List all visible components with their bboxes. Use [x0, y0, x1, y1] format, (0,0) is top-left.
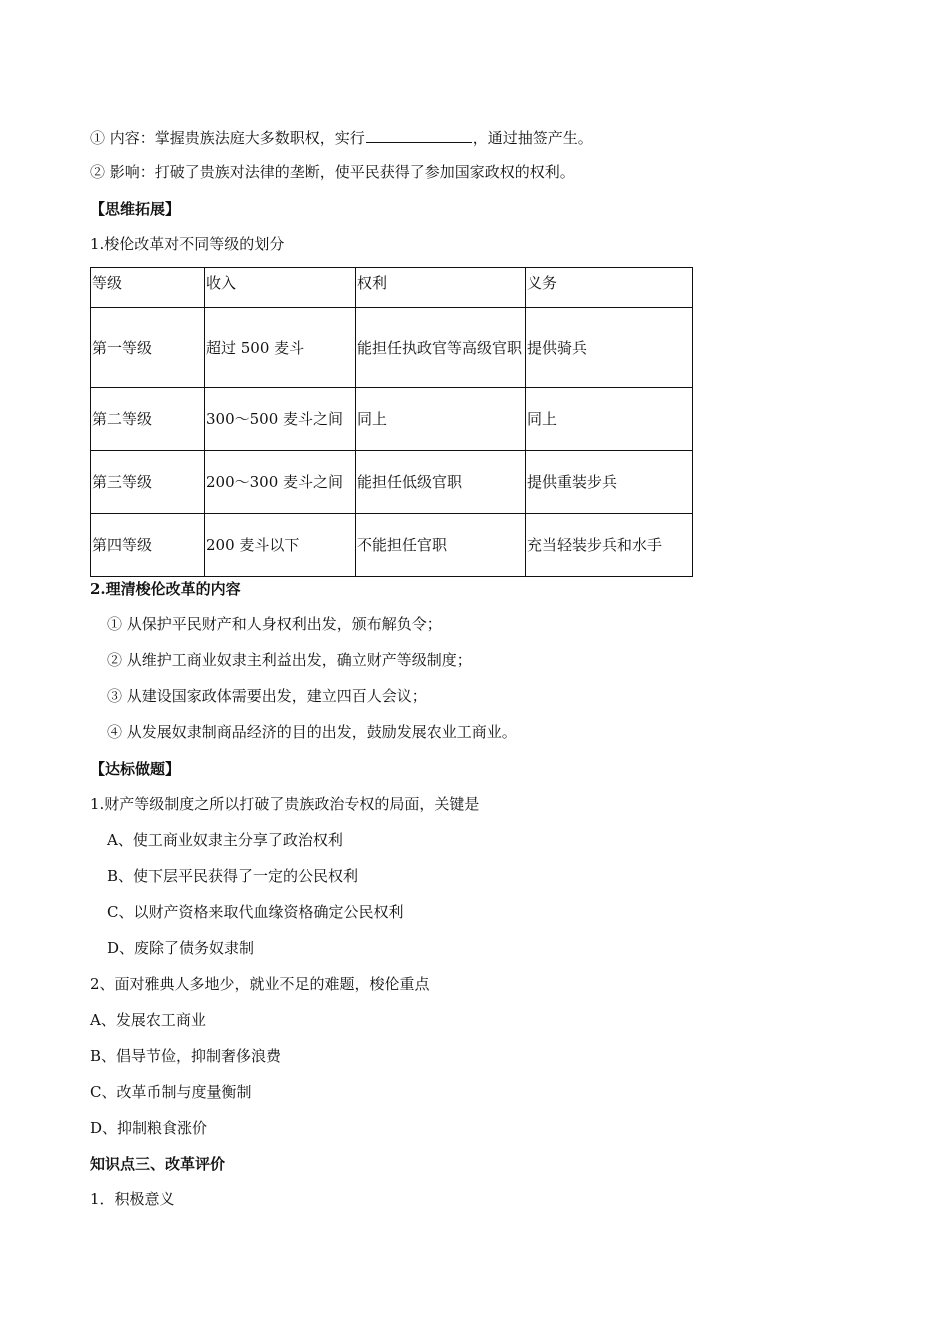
table-cell: 同上 [356, 388, 526, 451]
table-cell: 超过 500 麦斗 [205, 308, 356, 388]
exercises-heading: 【达标做题】 [90, 760, 181, 778]
exercise-question-2: 2、面对雅典人多地少，就业不足的难题，梭伦重点 [90, 975, 430, 993]
table-header-cell: 收入 [205, 268, 356, 308]
table-header-row [91, 268, 693, 308]
table-cell: 第二等级 [91, 388, 205, 451]
answer-option: A、发展农工商业 [90, 1011, 206, 1029]
exercise-question-1: 1.财产等级制度之所以打破了贵族政治专权的局面，关键是 [90, 795, 480, 813]
table-header-cell: 等级 [91, 268, 205, 308]
influence-item: ② 影响：打破了贵族对法律的垄断，使平民获得了参加国家政权的权利。 [90, 163, 575, 181]
table-cell: 提供重装步兵 [526, 451, 693, 514]
thinking-heading: 【思维拓展】 [90, 200, 181, 218]
table-cell: 200～300 麦斗之间 [205, 451, 356, 514]
table-cell: 充当轻装步兵和水手 [526, 514, 693, 577]
answer-option: A、使工商业奴隶主分享了政治权利 [107, 831, 343, 849]
table-cell: 不能担任官职 [356, 514, 526, 577]
table-row [91, 451, 693, 514]
list-item: ④ 从发展奴隶制商品经济的目的出发，鼓励发展农业工商业。 [107, 723, 517, 741]
table-cell: 第三等级 [91, 451, 205, 514]
answer-option: C、以财产资格来取代血缘资格确定公民权利 [107, 903, 404, 921]
question-title-1: 1.梭伦改革对不同等级的划分 [90, 235, 285, 253]
content-item [90, 127, 593, 148]
table-header-cell: 义务 [526, 268, 693, 308]
list-item: ② 从维护工商业奴隶主利益出发，确立财产等级制度； [107, 651, 472, 669]
table-header-cell: 权利 [356, 268, 526, 308]
table-cell: 能担任执政官等高级官职 [356, 308, 526, 388]
table-cell: 200 麦斗以下 [205, 514, 356, 577]
table-row [91, 308, 693, 388]
answer-option: B、使下层平民获得了一定的公民权利 [107, 867, 359, 885]
fill-in-blank [366, 127, 472, 143]
table-cell: 同上 [526, 388, 693, 451]
knowledge-item: 1．积极意义 [90, 1190, 175, 1208]
table-row [91, 388, 693, 451]
table-cell: 第一等级 [91, 308, 205, 388]
content-item-prefix: ① 内容：掌握贵族法庭大多数职权，实行 [90, 129, 365, 147]
answer-option: C、改革币制与度量衡制 [90, 1083, 252, 1101]
list-item: ③ 从建设国家政体需要出发，建立四百人会议； [107, 687, 427, 705]
table-row [91, 514, 693, 577]
list-item: ① 从保护平民财产和人身权利出发，颁布解负令； [107, 615, 442, 633]
table-cell: 第四等级 [91, 514, 205, 577]
answer-option: D、废除了债务奴隶制 [107, 939, 255, 957]
table-cell: 能担任低级官职 [356, 451, 526, 514]
table-cell: 提供骑兵 [526, 308, 693, 388]
answer-option: D、抑制粮食涨价 [90, 1119, 208, 1137]
grade-table [90, 267, 693, 577]
answer-option: B、倡导节俭，抑制奢侈浪费 [90, 1047, 282, 1065]
knowledge-point-heading: 知识点三、改革评价 [90, 1155, 226, 1173]
question-title-2: 2.理清梭伦改革的内容 [90, 580, 241, 598]
content-item-suffix: ，通过抽签产生。 [472, 129, 593, 147]
table-cell: 300～500 麦斗之间 [205, 388, 356, 451]
